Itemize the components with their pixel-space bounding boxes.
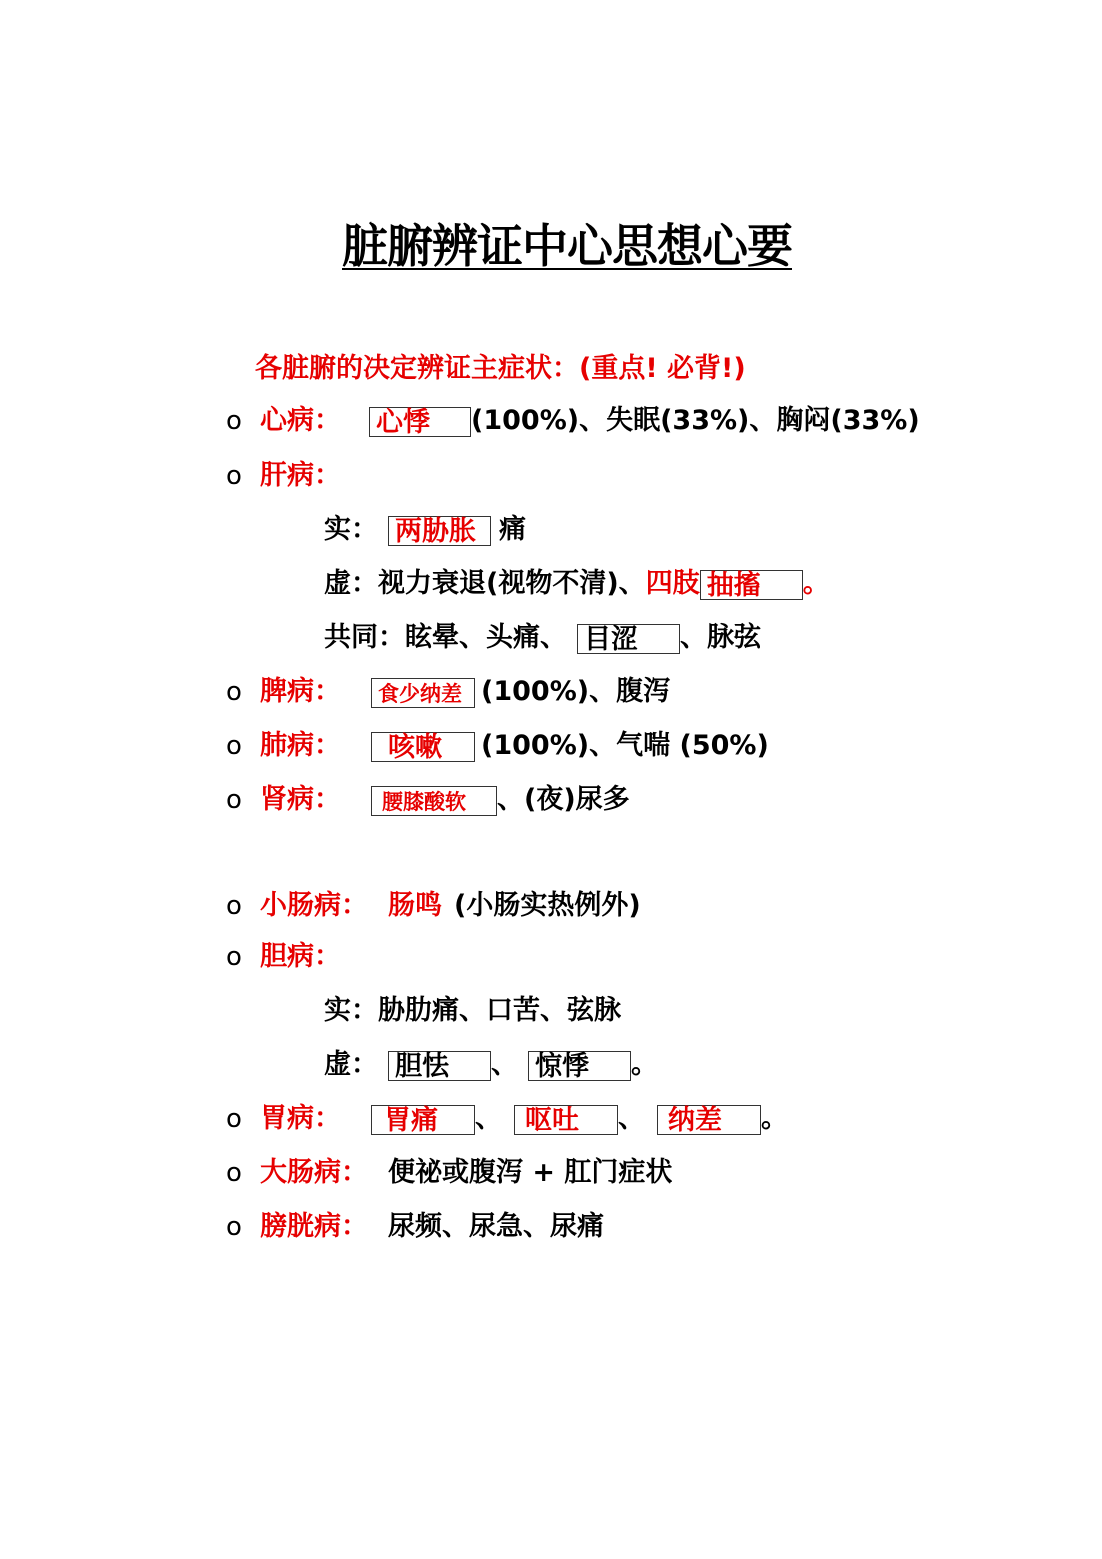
gallbladder-shi-row — [324, 992, 621, 1030]
lung-label: 肺病： — [260, 730, 341, 761]
bullet-icon: o — [226, 1212, 242, 1242]
liver-common-label: 共同： — [324, 622, 405, 653]
liver-common-row — [324, 619, 761, 657]
bullet-icon: o — [226, 1104, 242, 1134]
stomach-sep1: 、 — [475, 1103, 502, 1134]
lung-key-box: 咳嗽 — [371, 732, 475, 762]
liver-label: 肝病： — [260, 460, 341, 491]
liver-common-key-box: 目涩 — [577, 624, 680, 654]
liver-shi-row — [324, 511, 526, 549]
gallbladder-xu-key1-box: 胆怯 — [388, 1051, 491, 1081]
gallbladder-xu-sep: 、 — [491, 1049, 518, 1080]
liver-xu-text: 视力衰退(视物不清)、 — [378, 568, 646, 599]
liver-shi-label: 实： — [324, 514, 378, 545]
heart-key-box: 心悸 — [369, 407, 471, 437]
lung-row — [226, 727, 769, 765]
bladder-label: 膀胱病： — [260, 1211, 368, 1242]
liver-xu-key-box: 抽搐 — [700, 570, 803, 600]
kidney-row — [226, 781, 630, 819]
small-intestine-row — [226, 887, 641, 925]
lung-rest: (100%)、气喘 (50%) — [481, 730, 769, 761]
stomach-row — [226, 1100, 788, 1138]
stomach-key1-box: 胃痛 — [371, 1105, 475, 1135]
subtitle: 各脏腑的决定辨证主症状：(重点! 必背!) — [255, 353, 746, 384]
gallbladder-label: 胆病： — [260, 941, 341, 972]
liver-common-end: 、脉弦 — [680, 622, 761, 653]
kidney-key-box: 腰膝酸软 — [371, 786, 497, 816]
gallbladder-xu-row — [324, 1046, 658, 1084]
gallbladder-shi-text: 胁肋痛、口苦、弦脉 — [378, 995, 621, 1026]
kidney-rest: 、(夜)尿多 — [497, 784, 630, 815]
stomach-sep2: 、 — [618, 1103, 645, 1134]
heart-label: 心病： — [260, 405, 341, 436]
gallbladder-xu-key2-box: 惊悸 — [528, 1051, 631, 1081]
page-title: 脏腑辨证中心思想心要 — [342, 219, 792, 273]
stomach-end: 。 — [761, 1103, 788, 1134]
liver-row — [226, 457, 341, 495]
bullet-icon: o — [226, 406, 242, 436]
spleen-rest: (100%)、腹泻 — [481, 676, 671, 707]
large-intestine-text: 便祕或腹泻 + 肛门症状 — [388, 1157, 673, 1188]
liver-xu-row — [324, 565, 830, 603]
liver-xu-label: 虚： — [324, 568, 378, 599]
large-intestine-row — [226, 1154, 672, 1192]
gallbladder-row — [226, 938, 341, 976]
liver-shi-rest: 痛 — [499, 514, 526, 545]
spleen-label: 脾病： — [260, 676, 341, 707]
gallbladder-xu-label: 虚： — [324, 1049, 378, 1080]
bullet-icon: o — [226, 785, 242, 815]
liver-common-text: 眩晕、头痛、 — [405, 622, 567, 653]
heart-rest: (100%)、失眠(33%)、胸闷(33%) — [471, 405, 920, 436]
bladder-text: 尿频、尿急、尿痛 — [388, 1211, 604, 1242]
kidney-label: 肾病： — [260, 784, 341, 815]
liver-xu-red: 四肢 — [645, 568, 700, 599]
bladder-row — [226, 1208, 604, 1246]
small-intestine-rest: (小肠实热例外) — [454, 890, 641, 921]
stomach-label: 胃病： — [260, 1103, 341, 1134]
spleen-row — [226, 673, 670, 711]
stomach-key2-box: 呕吐 — [514, 1105, 618, 1135]
liver-xu-end: 。 — [802, 568, 830, 599]
large-intestine-label: 大肠病： — [260, 1157, 368, 1188]
bullet-icon: o — [226, 731, 242, 761]
heart-row — [226, 402, 920, 440]
gallbladder-shi-label: 实： — [324, 995, 378, 1026]
bullet-icon: o — [226, 942, 242, 972]
stomach-key3-box: 纳差 — [657, 1105, 761, 1135]
bullet-icon: o — [226, 677, 242, 707]
bullet-icon: o — [226, 891, 242, 921]
small-intestine-label: 小肠病： — [260, 890, 368, 921]
liver-shi-key-box: 两胁胀 — [388, 516, 491, 546]
gallbladder-xu-end: 。 — [631, 1049, 658, 1080]
small-intestine-key: 肠鸣 — [388, 890, 442, 921]
bullet-icon: o — [226, 461, 242, 491]
spleen-key-box: 食少纳差 — [371, 678, 475, 708]
bullet-icon: o — [226, 1158, 242, 1188]
